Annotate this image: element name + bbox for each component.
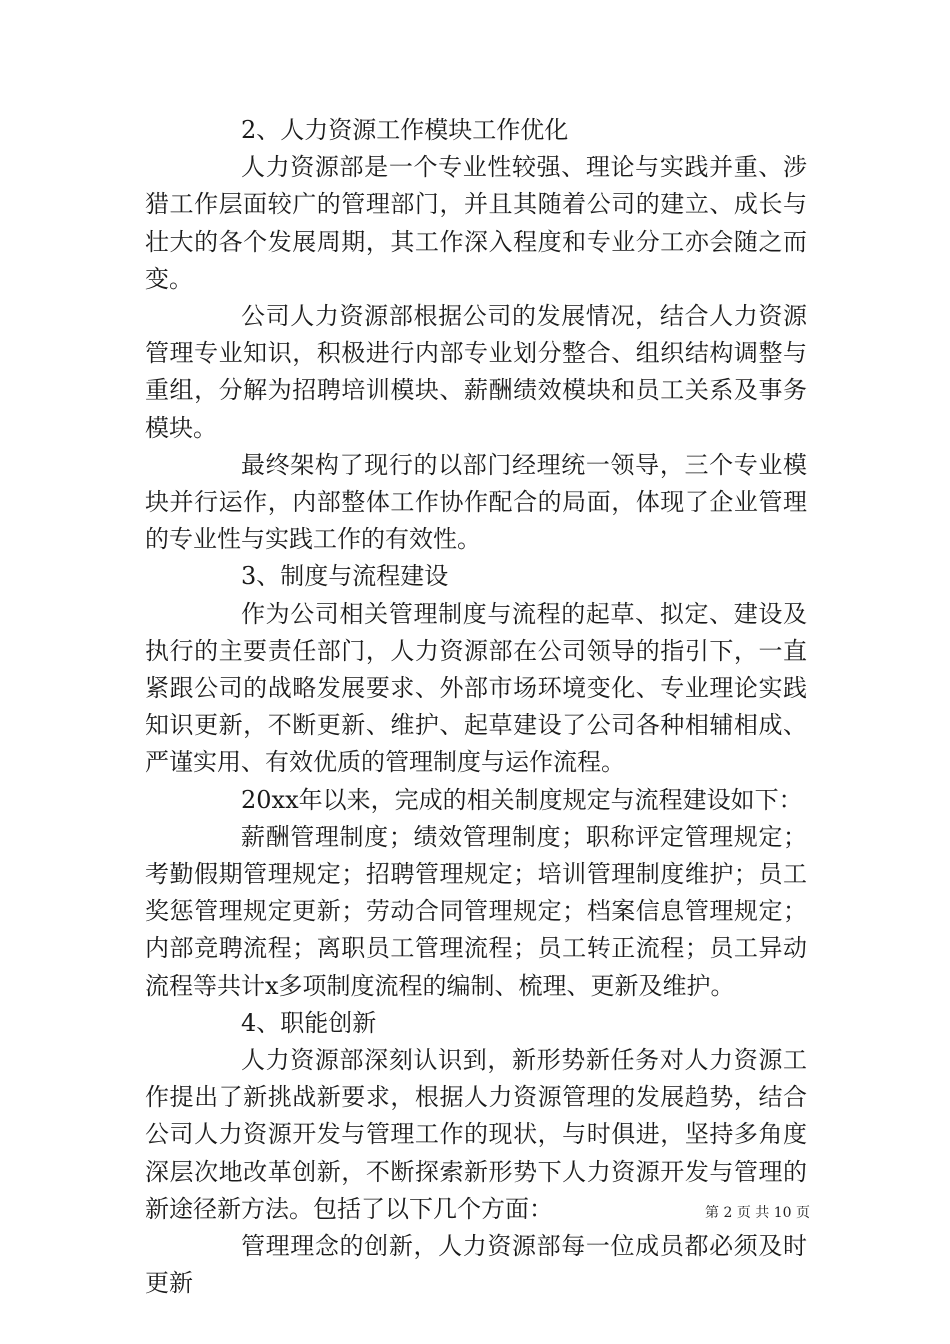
paragraph: 最终架构了现行的以部门经理统一领导，三个专业模块并行运作，内部整体工作协作配合的局面，体现了企业管理的专业性与实践工作的有效性。 <box>145 450 807 554</box>
paragraph: 公司人力资源部根据公司的发展情况，结合人力资源管理专业知识，积极进行内部专业划分整合、组织结构调整与重组，分解为招聘培训模块、薪酬绩效模块和员工关系及事务模块。 <box>145 302 807 442</box>
paragraph: 管理理念的创新，人力资源部每一位成员都必须及时更新 <box>145 1232 807 1298</box>
paragraph: 薪酬管理制度；绩效管理制度；职称评定管理规定；考勤假期管理规定；招聘管理规定；培训管理制度维护；员工奖惩管理规定更新；劳动合同管理规定；档案信息管理规定；内部竞聘流程；离职员工管理流程；员工转正流程；员工异动流程等共计x多项制度流程的编制、梳理、更新及维护。 <box>145 822 807 1000</box>
document-body <box>145 112 807 1303</box>
paragraph: 20xx年以来，完成的相关制度规定与流程建设如下： <box>241 785 803 814</box>
page-number: 第 2 页 共 10 页 <box>705 1205 810 1221</box>
section-heading-hr-modules: 2、人力资源工作模块工作优化 <box>241 116 569 144</box>
paragraph: 人力资源部是一个专业性较强、理论与实践并重、涉猎工作层面较广的管理部门，并且其随着公司的建立、成长与壮大的各个发展周期，其工作深入程度和专业分工亦会随之而变。 <box>145 153 807 293</box>
section-heading-function-innovation: 4、职能创新 <box>241 1008 377 1037</box>
paragraph: 人力资源部深刻认识到，新形势新任务对人力资源工作提出了新挑战新要求，根据人力资源管理的发展趋势，结合公司人力资源开发与管理工作的现状，与时俱进，坚持多角度深层次地改革创新，不断探索新形势下人力资源开发与管理的新途径新方法。包括了以下几个方面： <box>145 1046 807 1223</box>
section-heading-systems-processes: 3、制度与流程建设 <box>241 562 449 591</box>
paragraph: 作为公司相关管理制度与流程的起草、拟定、建设及执行的主要责任部门，人力资源部在公司领导的指引下，一直紧跟公司的战略发展要求、外部市场环境变化、专业理论实践知识更新，不断更新、维护、起草建设了公司各种相辅相成、严谨实用、有效优质的管理制度与运作流程。 <box>145 599 807 777</box>
